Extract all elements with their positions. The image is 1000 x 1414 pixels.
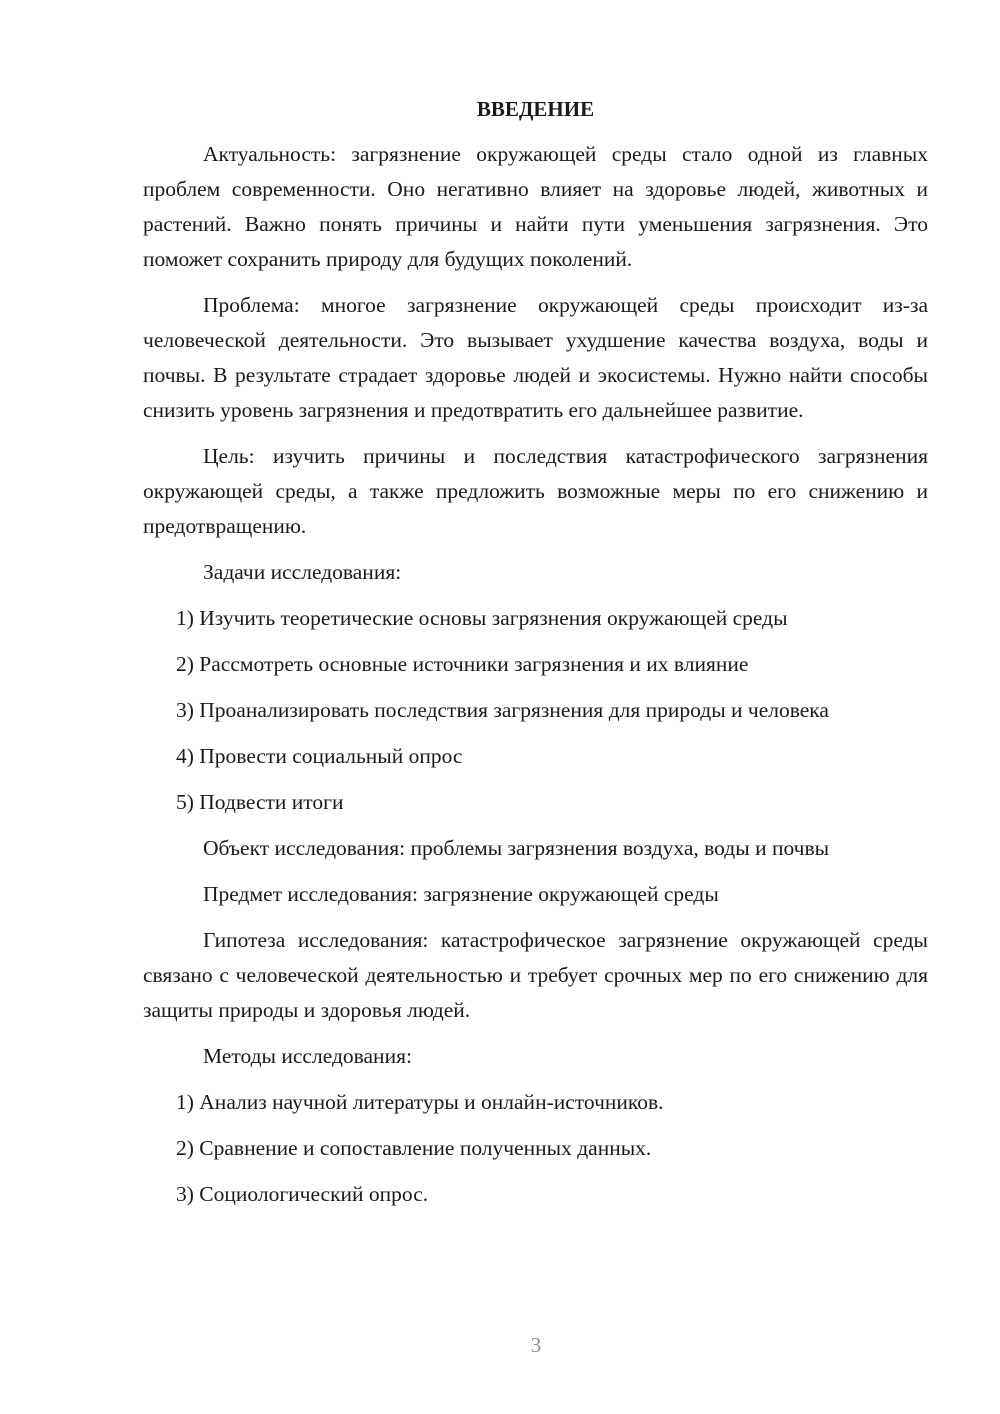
- task-item: 4) Провести социальный опрос: [176, 744, 463, 768]
- relevance-paragraph: Актуальность: загрязнение окружающей среды стало одной из главных проблем современности. Оно негативно влияет на здоровье людей, животных и растений. Важно понять причины и найти пути уменьшения загрязнения. Это поможет сохранить природу для будущих поколений.: [143, 142, 928, 271]
- page-number: 3: [530, 1333, 542, 1357]
- hypothesis-paragraph: Гипотеза исследования: катастрофическое загрязнение окружающей среды связано с человеческой деятельностью и требует срочных мер по его снижению для защиты природы и здоровья людей.: [143, 928, 928, 1022]
- method-item: 3) Социологический опрос.: [176, 1182, 429, 1206]
- tasks-heading: Задачи исследования:: [203, 560, 402, 584]
- method-item: 1) Анализ научной литературы и онлайн-источников.: [176, 1090, 664, 1114]
- task-item: 2) Рассмотреть основные источники загрязнения и их влияние: [176, 652, 749, 676]
- research-object: Объект исследования: проблемы загрязнения воздуха, воды и почвы: [203, 836, 830, 860]
- task-item: 3) Проанализировать последствия загрязнения для природы и человека: [176, 698, 829, 722]
- methods-heading: Методы исследования:: [203, 1044, 412, 1068]
- goal-paragraph: Цель: изучить причины и последствия катастрофического загрязнения окружающей среды, а также предложить возможные меры по его снижению и предотвращению.: [143, 444, 928, 538]
- section-title: ВВЕДЕНИЕ: [476, 97, 595, 121]
- problem-paragraph: Проблема: многое загрязнение окружающей среды происходит из-за человеческой деятельности. Это вызывает ухудшение качества воздуха, воды и почвы. В результате страдает здоровье людей и экосистемы. Нужно найти способы снизить уровень загрязнения и предотвратить его дальнейшее развитие.: [143, 293, 928, 422]
- research-subject: Предмет исследования: загрязнение окружающей среды: [203, 882, 719, 906]
- task-item: 5) Подвести итоги: [176, 790, 344, 814]
- task-item: 1) Изучить теоретические основы загрязнения окружающей среды: [176, 606, 788, 630]
- document-page: [143, 92, 928, 1223]
- method-item: 2) Сравнение и сопоставление полученных данных.: [176, 1136, 652, 1160]
